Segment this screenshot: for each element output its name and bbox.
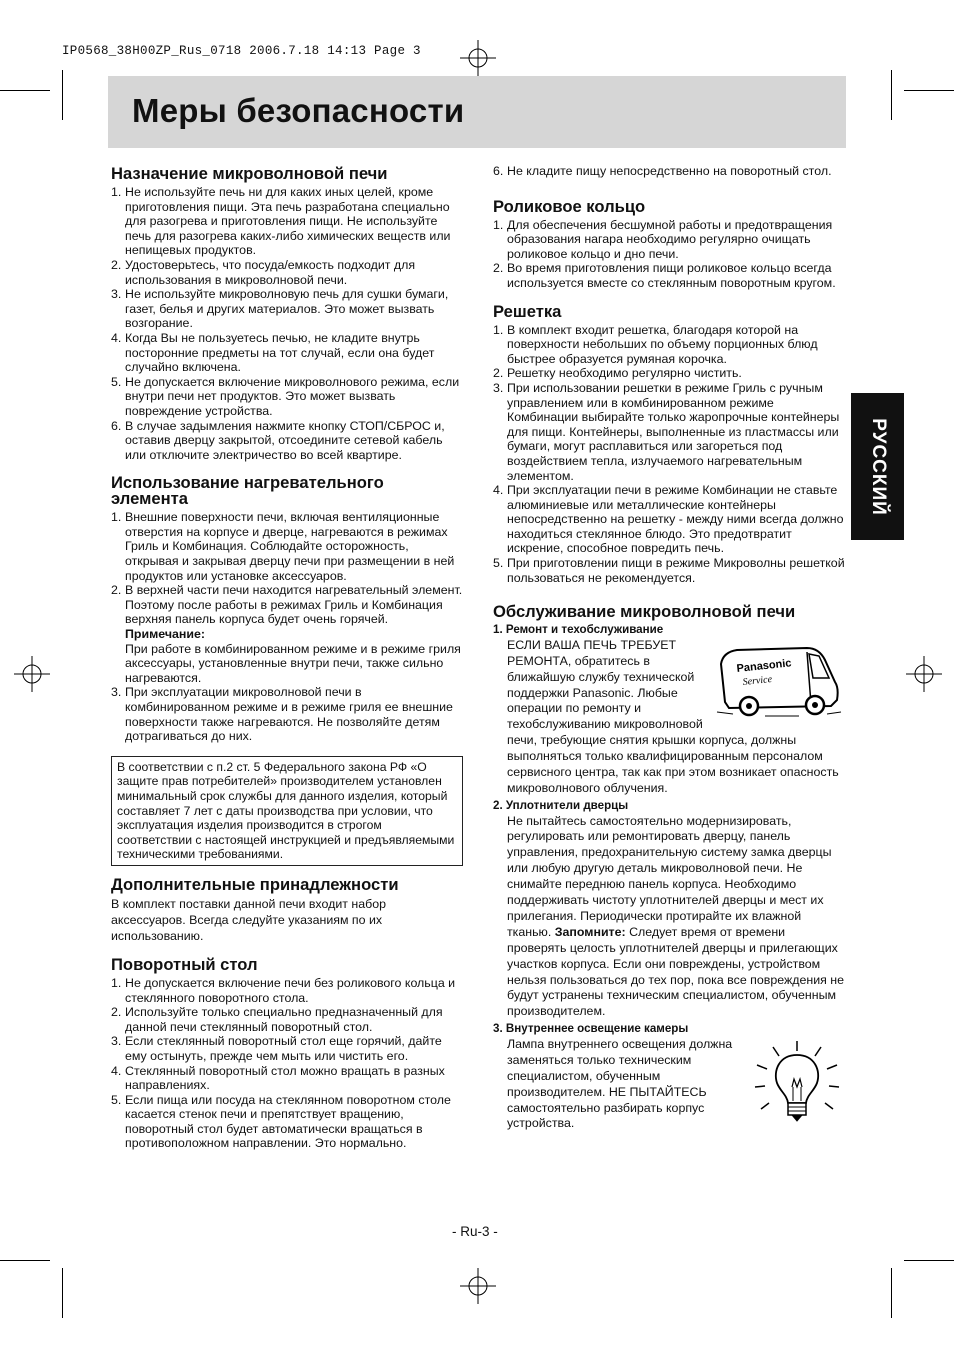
- list-item: [493, 556, 845, 585]
- item-number: 2.: [111, 1005, 122, 1020]
- item-text: Не кладите пищу непосредственно на поворотный стол.: [507, 164, 832, 178]
- list-item: [493, 164, 845, 179]
- list-item: [493, 218, 845, 262]
- item-text: Не допускается включение печи без роликового кольца и стеклянного поворотного стола.: [125, 975, 456, 1005]
- item-text: Решетку необходимо регулярно чистить.: [507, 366, 742, 381]
- service-sub2-text: Не пытайтесь самостоятельно модернизировать, регулировать или ремонтировать дверцу, панель управления, предохранительную систему замка дверцы или любую другую деталь микроволновой печи. Не снимайте переднюю панель корпуса. Необходимо поддерживать чистоту уплотнителей дверцы и мест их прилегания. Периодически протирайте их влажной тканью.: [507, 813, 832, 939]
- service-van-icon: [715, 642, 843, 720]
- print-header: IP0568_38H00ZP_Rus_0718 2006.7.18 14:13 Page 3: [62, 44, 421, 58]
- list-item: [493, 483, 845, 556]
- service-sub3-title: 3. Внутреннее освещение камеры: [493, 1022, 689, 1036]
- item-number: 4.: [493, 483, 504, 498]
- item-text: При эксплуатации печи в режиме Комбинации не ставьте алюминиевые или металлические контейнеры непосредственно на решетку - между ними всегда должно находиться стеклянное блюдо. Это предотвратит искрение, способное повредить печь.: [507, 483, 844, 556]
- section-heading: Дополнительные принадлежности: [111, 874, 399, 894]
- service-sub1-title: 1. Ремонт и техобслуживание: [493, 623, 664, 637]
- roller-list: [493, 218, 845, 291]
- item-number: 5.: [111, 374, 122, 389]
- crop-mark-top-left-h: [0, 90, 50, 91]
- item-number: 3.: [493, 380, 504, 395]
- item-text: Не используйте микроволновую печь для сушки бумаги, газет, белья и других материалов. Это может вызвать возгорание.: [125, 287, 449, 331]
- section-rack: [493, 301, 845, 586]
- accessories-text: В комплект поставки данной печи входит набор аксессуаров. Всегда следуйте указаниям по их использованию.: [111, 896, 386, 943]
- item-number: 1.: [493, 217, 504, 232]
- item-text: Внешние поверхности печи, включая вентиляционные отверстия на корпусе и дверце, нагреваются в режимах Гриль и Комбинация. Соблюдайте осторожность, открывая и закрывая дверцу печи при размещении в ней продуктов или установке аксессуаров.: [125, 510, 455, 583]
- service-van-illustration: [715, 642, 843, 720]
- item-text: Во время приготовления пищи роликовое кольцо всегда используется вместе со стеклянным поворотным кругом.: [507, 261, 836, 290]
- purpose-list: [111, 185, 463, 462]
- title-bar: [108, 76, 846, 148]
- registration-mark-bottom: [460, 1268, 496, 1304]
- item-text: При использовании решетки в режиме Гриль с ручным управлением или в комбинированном режиме Комбинации выбирайте только жаропрочные контейнеры для пищи. Контейнеры, выполненные из пластмассы или бумаги, могут расплавиться или загореться под воздействием тепла, излучаемого нагревательным элементом.: [507, 380, 840, 483]
- item-text: Когда Вы не пользуетесь печью, не кладите внутрь посторонние предметы на тот случай, если она будет случайно включена.: [125, 330, 435, 375]
- item-number: 5.: [111, 1092, 122, 1107]
- list-item: [111, 1005, 463, 1034]
- section-accessories: [111, 874, 463, 944]
- section-heading: Роликовое кольцо: [493, 196, 646, 216]
- item-text: Не используйте печь ни для каких иных целей, кроме приготовления пищи. Эта печь разработана специально для разогрева и приготовления пищи. Не используйте печь для разогрева каких-либо химических веществ или непищевых продуктов.: [125, 185, 451, 258]
- service-sub2-body: [493, 814, 845, 1021]
- item-number: 3.: [111, 685, 122, 700]
- item-number: 4.: [111, 1063, 122, 1078]
- item-number: 1.: [111, 185, 122, 199]
- service-sub2-title: 2. Уплотнители дверцы: [493, 798, 629, 812]
- left-column: [111, 166, 463, 1164]
- item-text: Используйте только специально предназначенный для данной печи стеклянный поворотный стол.: [125, 1005, 443, 1034]
- item-text: Не допускается включение микроволнового режима, если внутри печи нет продуктов. Это может вызвать повреждение устройства.: [125, 374, 460, 418]
- crop-mark-bottom-left-v: [62, 1268, 63, 1318]
- service-sub3-body: [493, 1037, 845, 1132]
- item-text: При приготовлении пищи в режиме Микроволны решеткой пользоваться не рекомендуется.: [507, 556, 845, 585]
- item-text: При эксплуатации микроволновой печи в комбинированном режиме и в режиме гриля ее внешние поверхности также нагреваются. Не позволяйте детям дотрагиваться до них.: [125, 685, 453, 744]
- list-item: [111, 185, 463, 258]
- list-item: [111, 331, 463, 375]
- section-heading: Использование нагревательного элемента: [111, 473, 384, 509]
- remember-label: Запомните:: [554, 924, 626, 939]
- item-text: Удостоверьтесь, что посуда/емкость подходит для использования в микроволновой печи.: [125, 257, 416, 287]
- note-title: Примечание:: [125, 627, 206, 642]
- right-column: [493, 164, 845, 1132]
- item-number: 6.: [111, 418, 122, 433]
- list-item: [111, 375, 463, 419]
- item-number: 4.: [111, 330, 122, 345]
- list-item: [493, 366, 845, 381]
- item-number: 1.: [493, 322, 504, 337]
- item-text: В комплект входит решетка, благодаря которой на поверхности небольших по объему порционных блюд быстрее образуется румяная корочка.: [507, 322, 818, 366]
- section-purpose: [111, 166, 463, 462]
- section-heading: Решетка: [493, 301, 562, 321]
- item-number: 2.: [111, 257, 122, 272]
- light-bulb-icon: [751, 1039, 843, 1127]
- section-heating: [111, 475, 463, 744]
- crop-mark-top-left-v: [62, 70, 63, 120]
- list-item: [111, 258, 463, 287]
- registration-mark-top: [460, 40, 496, 76]
- turntable-list: [111, 976, 463, 1151]
- item-text: Стеклянный поворотный стол можно вращать в разных направлениях.: [125, 1063, 445, 1093]
- crop-mark-top-right-v: [891, 70, 892, 120]
- section-turntable: [111, 954, 463, 1151]
- list-item: [493, 323, 845, 367]
- light-bulb-illustration: [751, 1039, 843, 1127]
- service-sub1-body: [493, 638, 845, 797]
- item-number: 1.: [111, 510, 122, 525]
- heating-list: [111, 510, 463, 744]
- turntable-list-continued: [493, 164, 845, 179]
- registration-mark-left: [14, 656, 50, 692]
- list-item: [111, 583, 463, 685]
- crop-mark-top-right-h: [904, 90, 954, 91]
- section-heading: Поворотный стол: [111, 954, 258, 974]
- van-logo-subtext: Service: [742, 673, 773, 688]
- language-tab-label: РУССКИЙ: [867, 417, 889, 516]
- section-service: [493, 604, 845, 1132]
- item-number: 2.: [493, 366, 504, 381]
- rack-list: [493, 323, 845, 586]
- list-item: [111, 287, 463, 331]
- list-item: [111, 510, 463, 583]
- crop-mark-bottom-right-h: [904, 1260, 954, 1261]
- item-text: Для обеспечения бесшумной работы и предотвращения образования нагара необходимо регулярно очищать роликовое кольцо и дно печи.: [507, 217, 833, 261]
- section-roller: [493, 196, 845, 291]
- item-number: 1.: [111, 975, 122, 990]
- item-text: В верхней части печи находится нагревательный элемент. Поэтому после работы в режимах Гриль и Комбинация верхняя панель корпуса будет очень горячей.: [125, 583, 463, 627]
- list-item: [493, 381, 845, 483]
- remember-text: Следует время от времени проверять целость уплотнителей дверцы и прилегающих участков корпуса. Если они повреждены, устройством нельзя пользоваться до тех пор, пока все повреждения не будут устранены техническим специалистом, обученным производителем.: [507, 924, 845, 1019]
- item-number: 3.: [111, 1034, 122, 1049]
- item-number: 5.: [493, 556, 504, 571]
- registration-mark-right: [906, 656, 942, 692]
- page-number: - Ru-3 -: [452, 1224, 498, 1239]
- item-text: В случае задымления нажмите кнопку СТОП/СБРОС и, оставив дверцу закрытой, отсоедините сетевой кабель или отключите электричество во всей квартире.: [125, 418, 445, 462]
- crop-mark-bottom-right-v: [891, 1268, 892, 1318]
- item-number: 3.: [111, 287, 122, 302]
- list-item: [111, 685, 463, 743]
- service-sub1-text: ЕСЛИ ВАША ПЕЧЬ ТРЕБУЕТ РЕМОНТА, обратитесь в ближайшую службу технической поддержки Panasonic. Любые операции по ремонту и техобслуживанию микроволновой печи, требующие снятия крышки корпуса, должны выполняться только квалифицированным персоналом сервисного центра, так как при этом возникает опасность микроволнового облучения.: [507, 637, 839, 795]
- list-item: [111, 1064, 463, 1093]
- service-life-notice-box: В соответствии с п.2 ст. 5 Федерального закона РФ «О защите прав потребителей» производителем установлен минимальный срок службы для данного изделия, который составляет 7 лет с даты производства при условии, что эксплуатация изделия производится в строгом соответствии с настоящей инструкцией и предъявляемыми техническими требованиями.: [111, 756, 463, 866]
- list-item: [111, 1093, 463, 1151]
- list-item: [111, 976, 463, 1005]
- item-text: Если пища или посуда на стеклянном поворотном столе касается стенок печи и препятствует вращению, поворотный стол будет автоматически вращаться в противоположном направлении. Это нормально.: [125, 1092, 451, 1151]
- page-title: Меры безопасности: [132, 92, 465, 129]
- service-sub3-text: Лампа внутреннего освещения должна заменяться только техническим специалистом, обученным производителем. НЕ ПЫТАЙТЕСЬ самостоятельно разбирать корпус устройства.: [507, 1036, 733, 1131]
- note-text: При работе в комбинированном режиме и в режиме гриля аксессуары, установленные внутри печи, также сильно нагреваются.: [125, 641, 461, 685]
- item-number: 6.: [493, 164, 504, 178]
- list-item: [111, 1034, 463, 1063]
- item-text: Если стеклянный поворотный стол еще горячий, дайте ему остынуть, прежде чем мыть или чистить его.: [125, 1034, 442, 1063]
- van-logo-text: Panasonic: [736, 657, 793, 675]
- item-number: 2.: [493, 261, 504, 276]
- language-tab: [851, 393, 904, 540]
- list-item: [111, 419, 463, 463]
- list-item: [493, 261, 845, 290]
- section-heading: Назначение микроволновой печи: [111, 164, 388, 183]
- item-number: 2.: [111, 583, 122, 598]
- crop-mark-bottom-left-h: [0, 1260, 50, 1261]
- section-heading: Обслуживание микроволновой печи: [493, 602, 796, 622]
